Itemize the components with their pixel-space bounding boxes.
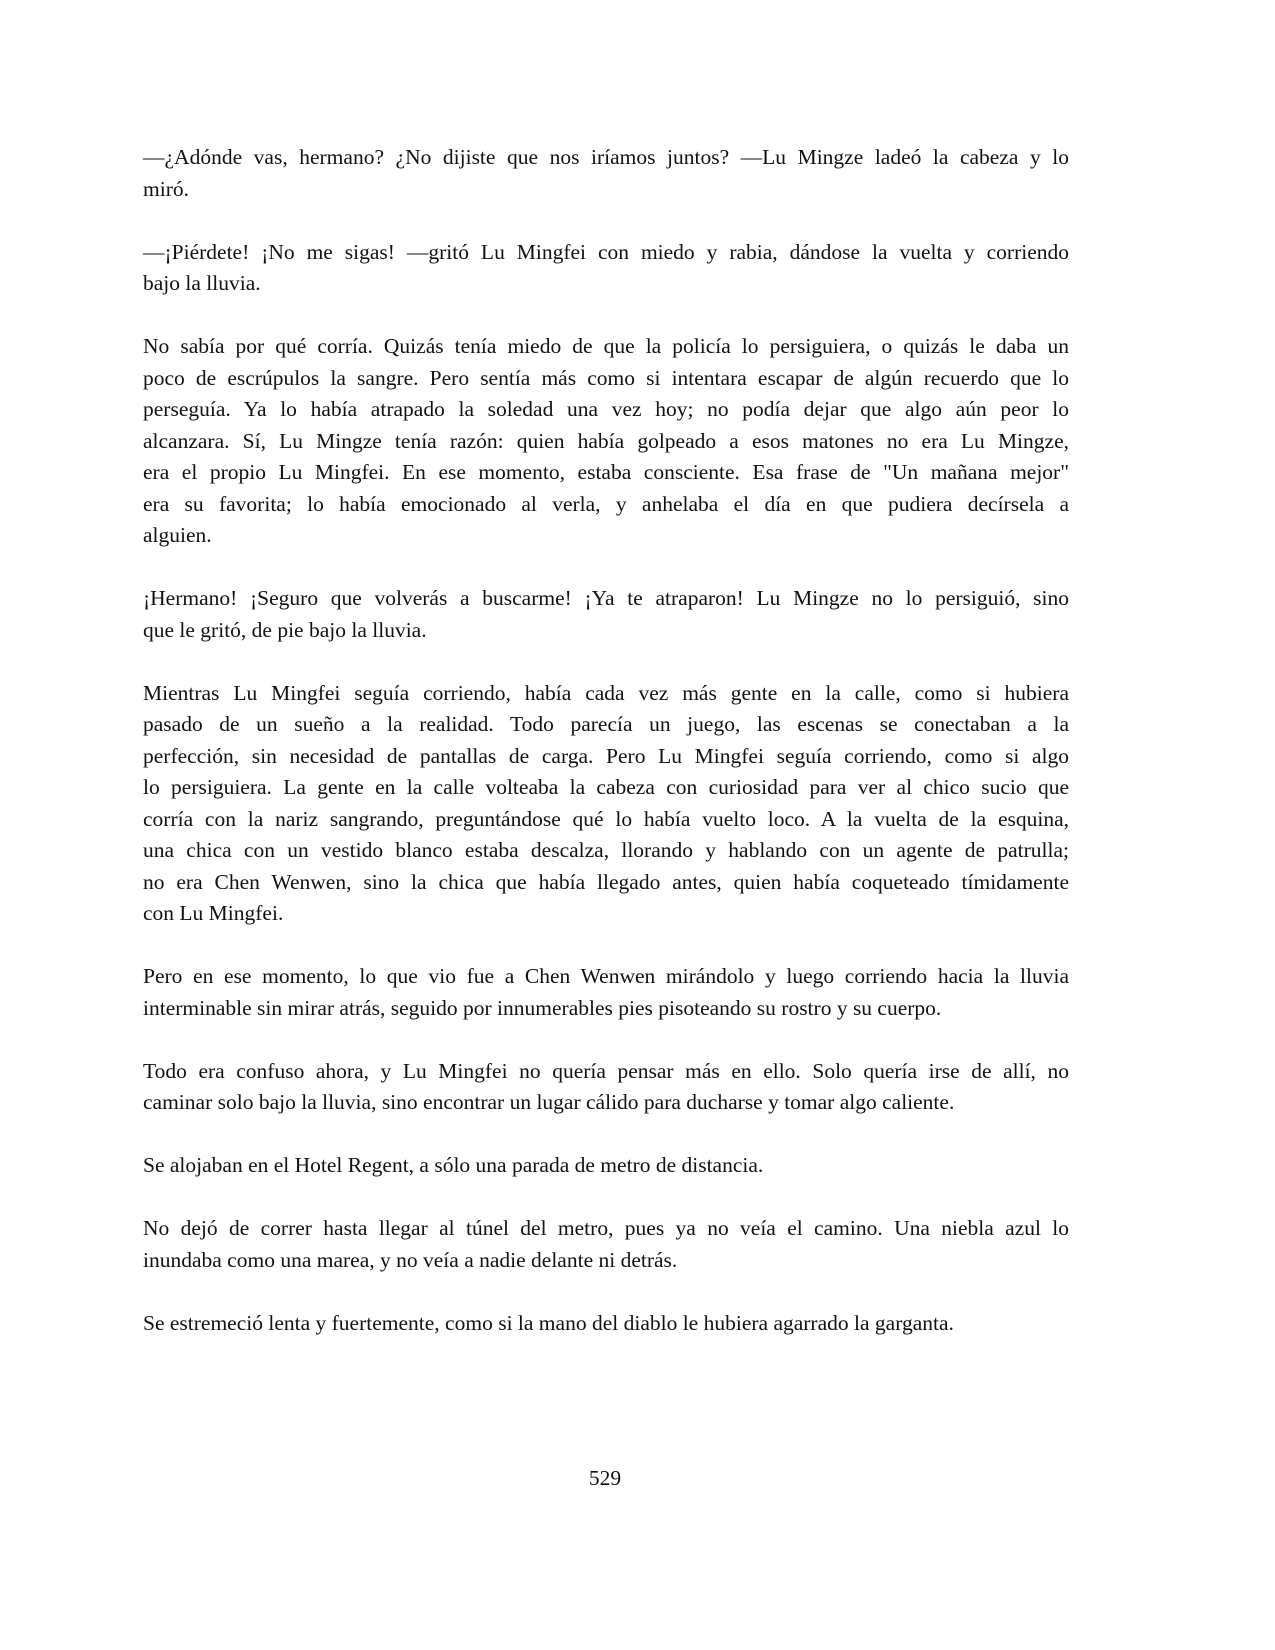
text-line: miró. bbox=[143, 176, 189, 201]
text-line: Todo era confuso ahora, y Lu Mingfei no quería pensar más en ello. Solo quería irse de allí, no bbox=[143, 1058, 1069, 1083]
text-line: una chica con un vestido blanco estaba descalza, llorando y hablando con un agente de patrulla; bbox=[143, 838, 1069, 862]
paragraph bbox=[143, 331, 1069, 552]
paragraph bbox=[143, 961, 1069, 1024]
paragraph bbox=[143, 1150, 1069, 1182]
paragraph bbox=[143, 1213, 1069, 1276]
text-line: No dejó de correr hasta llegar al túnel del metro, pues ya no veía el camino. Una niebla azul lo bbox=[143, 1216, 1069, 1240]
page-number: 529 bbox=[588, 1466, 622, 1490]
text-line: Mientras Lu Mingfei seguía corriendo, había cada vez más gente en la calle, como si hubiera bbox=[143, 680, 1069, 705]
text-line: caminar solo bajo la lluvia, sino encontrar un lugar cálido para ducharse y tomar algo caliente. bbox=[143, 1090, 955, 1114]
paragraph bbox=[143, 1056, 1069, 1119]
text-line: poco de escrúpulos la sangre. Pero sentía más como si intentara escapar de algún recuerdo que lo bbox=[143, 365, 1069, 390]
text-line: que le gritó, de pie bajo la lluvia. bbox=[143, 617, 427, 642]
text-line: pasado de un sueño a la realidad. Todo parecía un juego, las escenas se conectaban a la bbox=[143, 712, 1069, 736]
text-line: corría con la nariz sangrando, preguntándose qué lo había vuelto loco. A la vuelta de la esquina, bbox=[143, 806, 1069, 831]
text-line: interminable sin mirar atrás, seguido por innumerables pies pisoteando su rostro y su cuerpo. bbox=[143, 995, 942, 1020]
text-line: con Lu Mingfei. bbox=[143, 901, 284, 925]
text-line: bajo la lluvia. bbox=[143, 271, 261, 295]
text-line: Se estremeció lenta y fuertemente, como si la mano del diablo le hubiera agarrado la garganta. bbox=[143, 1310, 954, 1335]
paragraph bbox=[143, 1308, 1069, 1340]
text-line: —¿Adónde vas, hermano? ¿No dijiste que nos iríamos juntos? —Lu Mingze ladeó la cabeza y lo bbox=[143, 145, 1069, 169]
text-line: no era Chen Wenwen, sino la chica que había llegado antes, quien había coqueteado tímidamente bbox=[143, 869, 1069, 894]
text-line: Se alojaban en el Hotel Regent, a sólo una parada de metro de distancia. bbox=[143, 1153, 764, 1177]
text-line: —¡Piérdete! ¡No me sigas! —gritó Lu Mingfei con miedo y rabia, dándose la vuelta y corriendo bbox=[143, 239, 1069, 264]
text-line: perfección, sin necesidad de pantallas de carga. Pero Lu Mingfei seguía corriendo, como si algo bbox=[143, 743, 1069, 768]
text-line: lo persiguiera. La gente en la calle volteaba la cabeza con curiosidad para ver al chico sucio que bbox=[143, 775, 1069, 799]
text-line: alcanzara. Sí, Lu Mingze tenía razón: quien había golpeado a esos matones no era Lu Mingze, bbox=[143, 428, 1069, 453]
text-line: No sabía por qué corría. Quizás tenía miedo de que la policía lo persiguiera, o quizás le daba un bbox=[143, 334, 1069, 358]
text-line: inundaba como una marea, y no veía a nadie delante ni detrás. bbox=[143, 1247, 678, 1272]
text-line: perseguía. Ya lo había atrapado la soledad una vez hoy; no podía dejar que algo aún peor lo bbox=[143, 397, 1069, 421]
paragraph bbox=[143, 678, 1069, 930]
text-line: Pero en ese momento, lo que vio fue a Chen Wenwen mirándolo y luego corriendo hacia la lluvia bbox=[143, 964, 1069, 988]
body-text bbox=[143, 142, 1069, 1371]
text-line: era su favorita; lo había emocionado al verla, y anhelaba el día en que pudiera decírsela a bbox=[143, 491, 1069, 516]
paragraph bbox=[143, 142, 1069, 205]
text-line: ¡Hermano! ¡Seguro que volverás a buscarme! ¡Ya te atraparon! Lu Mingze no lo persiguió, sino bbox=[143, 586, 1069, 610]
text-line: alguien. bbox=[143, 523, 212, 547]
paragraph bbox=[143, 237, 1069, 300]
text-line: era el propio Lu Mingfei. En ese momento, estaba consciente. Esa frase de "Un mañana mejor" bbox=[143, 460, 1069, 484]
paragraph bbox=[143, 583, 1069, 646]
